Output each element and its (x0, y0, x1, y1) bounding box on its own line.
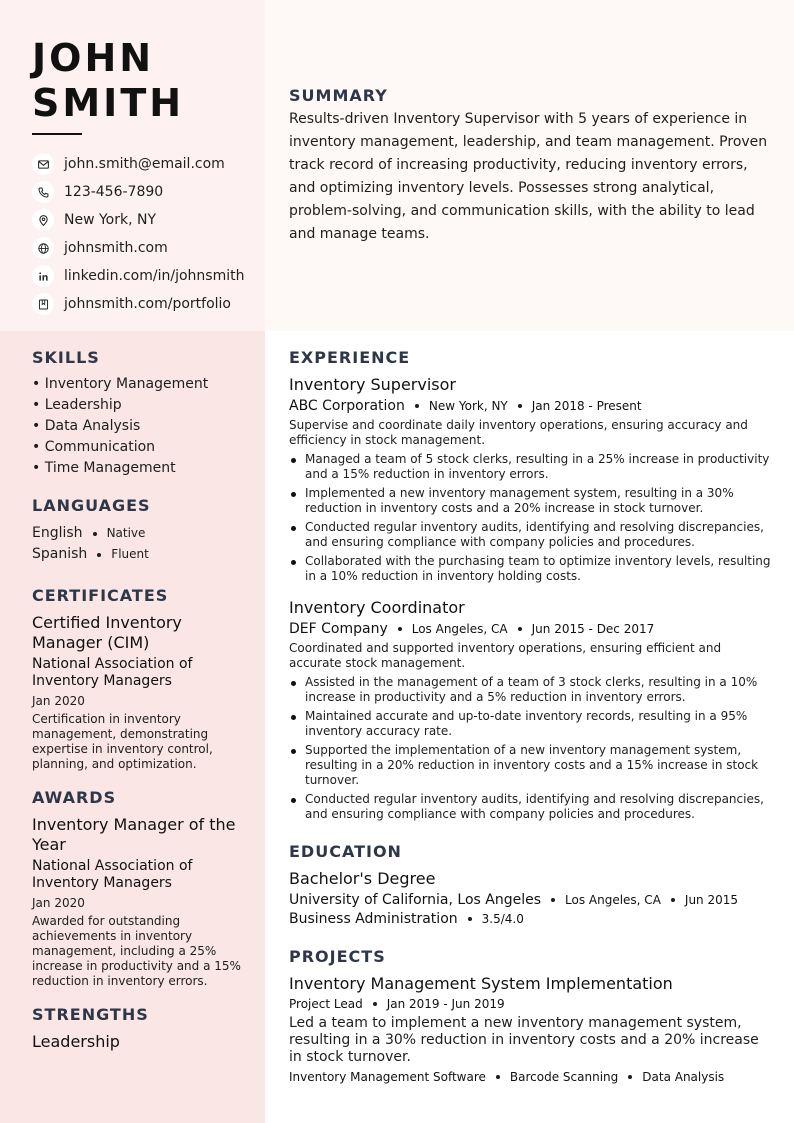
job-description: Coordinated and supported inventory operations, ensuring efficient and accurate stock management. (289, 641, 722, 670)
contact-email-text: john.smith@email.com (64, 156, 225, 172)
first-name: JOHN (32, 36, 155, 80)
job-company: ABC Corporation (289, 398, 405, 414)
job-meta (289, 398, 771, 414)
education-title: EDUCATION (289, 842, 402, 861)
job-bullets (289, 675, 771, 822)
globe-icon (32, 237, 54, 259)
certificates-section (32, 586, 254, 772)
experience-section (289, 348, 771, 822)
bookmark-icon (32, 293, 54, 315)
education-gpa: 3.5/4.0 (481, 912, 524, 926)
job-dates: Jan 2018 - Present (531, 399, 642, 413)
contact-portfolio-text: johnsmith.com/portfolio (64, 296, 231, 312)
skills-title: SKILLS (32, 348, 100, 367)
job-title: Inventory Supervisor (289, 375, 456, 394)
education-location: Los Angeles, CA (565, 893, 661, 907)
summary-title: SUMMARY (289, 86, 388, 105)
language-level: Fluent (111, 547, 149, 561)
project-tags (289, 1070, 771, 1084)
left-column (32, 348, 254, 1052)
project-meta (289, 997, 771, 1011)
contact-phone-text: 123-456-7890 (64, 184, 164, 200)
strength-item: Leadership (32, 1032, 120, 1051)
language-level: Native (106, 526, 146, 540)
skill-item: • Inventory Management (32, 376, 209, 392)
linkedin-icon (32, 265, 54, 287)
location-pin-icon (32, 209, 54, 231)
skill-item: • Leadership (32, 397, 122, 413)
project-role: Project Lead (289, 997, 363, 1011)
language-name: Spanish (32, 546, 88, 562)
job-company: DEF Company (289, 621, 388, 637)
separator-dot (496, 1075, 500, 1079)
job-bullet: Collaborated with the purchasing team to optimize inventory levels, resulting in a 10% reduction in inventory holding costs. (289, 554, 771, 584)
job-location: New York, NY (428, 399, 508, 413)
separator-dot (415, 404, 419, 408)
project-description: Led a team to implement a new inventory management system, resulting in a 30% reduction in inventory costs and a 20% increase in stock turnover. (289, 1015, 759, 1065)
contact-location-text: New York, NY (64, 212, 157, 228)
project-tag: Barcode Scanning (509, 1070, 619, 1084)
mail-icon (32, 153, 54, 175)
project-title: Inventory Management System Implementation (289, 974, 673, 993)
contact-portfolio[interactable] (32, 290, 257, 318)
certificate-title: Certified Inventory Manager (CIM) (32, 613, 182, 652)
language-item (32, 544, 254, 565)
job-title: Inventory Coordinator (289, 598, 465, 617)
awards-title: AWARDS (32, 788, 117, 807)
job-meta (289, 621, 771, 637)
language-item (32, 523, 254, 544)
job-bullet: Conducted regular inventory audits, identifying and resolving discrepancies, and ensuring compliance with company policies and procedures. (289, 520, 771, 550)
job-dates: Jun 2015 - Dec 2017 (531, 622, 655, 636)
projects-title: PROJECTS (289, 947, 386, 966)
education-field-row (289, 911, 771, 927)
awards-section (32, 788, 254, 989)
job-location: Los Angeles, CA (411, 622, 508, 636)
project-tag: Data Analysis (642, 1070, 725, 1084)
certificates-title: CERTIFICATES (32, 586, 169, 605)
job-bullet: Assisted in the management of a team of 3 stock clerks, resulting in a 10% increase in productivity and a 5% reduction in inventory errors. (289, 675, 771, 705)
certificate-issuer: National Association of Inventory Managers (32, 656, 193, 689)
skill-item: • Communication (32, 439, 156, 455)
project-dates: Jan 2019 - Jun 2019 (386, 997, 505, 1011)
separator-dot (373, 1002, 377, 1006)
contact-list (32, 150, 257, 318)
job-bullet: Managed a team of 5 stock clerks, resulting in a 25% increase in productivity and a 15% reduction in inventory errors. (289, 452, 771, 482)
strengths-section (32, 1005, 254, 1052)
contact-email[interactable] (32, 150, 257, 178)
experience-title: EXPERIENCE (289, 348, 411, 367)
contact-website[interactable] (32, 234, 257, 262)
summary-section (289, 86, 769, 246)
certificate-description: Certification in inventory management, demonstrating expertise in inventory control, planning, and optimization. (32, 712, 213, 771)
skill-item: • Time Management (32, 460, 176, 476)
education-section (289, 842, 771, 927)
job-bullet: Supported the implementation of a new inventory management system, resulting in a 20% reduction in inventory costs and a 15% increase in stock turnover. (289, 743, 771, 788)
job-description: Supervise and coordinate daily inventory operations, ensuring accuracy and efficiency in stock management. (289, 418, 748, 447)
separator-dot (93, 532, 97, 536)
separator-dot (518, 404, 522, 408)
separator-dot (518, 627, 522, 631)
phone-icon (32, 181, 54, 203)
education-degree: Bachelor's Degree (289, 869, 436, 888)
certificate-date: Jan 2020 (32, 694, 85, 708)
separator-dot (398, 627, 402, 631)
contact-location (32, 206, 257, 234)
separator-dot (671, 898, 675, 902)
languages-section (32, 496, 254, 565)
last-name: SMITH (32, 81, 185, 125)
right-column (289, 348, 771, 1084)
job-bullet: Maintained accurate and up-to-date inventory records, resulting in a 95% inventory accuracy rate. (289, 709, 771, 739)
contact-website-text: johnsmith.com (64, 240, 168, 256)
skill-item: • Data Analysis (32, 418, 141, 434)
contact-phone[interactable] (32, 178, 257, 206)
skills-section (32, 348, 254, 479)
separator-dot (97, 553, 101, 557)
job-entry (289, 375, 771, 584)
contact-linkedin-text: linkedin.com/in/johnsmith (64, 268, 245, 284)
separator-dot (551, 898, 555, 902)
candidate-name (32, 36, 252, 126)
education-school: University of California, Los Angeles (289, 892, 542, 908)
job-bullet: Conducted regular inventory audits, identifying and resolving discrepancies, and ensuring compliance with company policies and procedures. (289, 792, 771, 822)
job-entry (289, 598, 771, 822)
separator-dot (628, 1075, 632, 1079)
language-name: English (32, 525, 83, 541)
education-date: Jun 2015 (684, 893, 739, 907)
languages-title: LANGUAGES (32, 496, 151, 515)
job-bullets (289, 452, 771, 584)
award-title: Inventory Manager of the Year (32, 815, 236, 854)
project-tag: Inventory Management Software (289, 1070, 486, 1084)
summary-text: Results-driven Inventory Supervisor with 5 years of experience in inventory management, leadership, and team management. Proven track record of increasing productivity, reducing inventory errors, and optimizing inventory levels. Possesses strong analytical, problem-solving, and communication skills, with the ability to lead and manage teams. (289, 111, 768, 242)
award-description: Awarded for outstanding achievements in inventory management, including a 25% increase in productivity and a 15% reduction in inventory errors. (32, 914, 241, 988)
contact-linkedin[interactable] (32, 262, 257, 290)
name-divider (32, 133, 82, 135)
job-bullet: Implemented a new inventory management system, resulting in a 30% reduction in inventory costs and a 20% increase in stock turnover. (289, 486, 771, 516)
award-issuer: National Association of Inventory Managers (32, 858, 193, 891)
award-date: Jan 2020 (32, 896, 85, 910)
strengths-title: STRENGTHS (32, 1005, 149, 1024)
education-field: Business Administration (289, 911, 458, 927)
education-meta (289, 892, 771, 908)
separator-dot (468, 917, 472, 921)
projects-section (289, 947, 771, 1084)
